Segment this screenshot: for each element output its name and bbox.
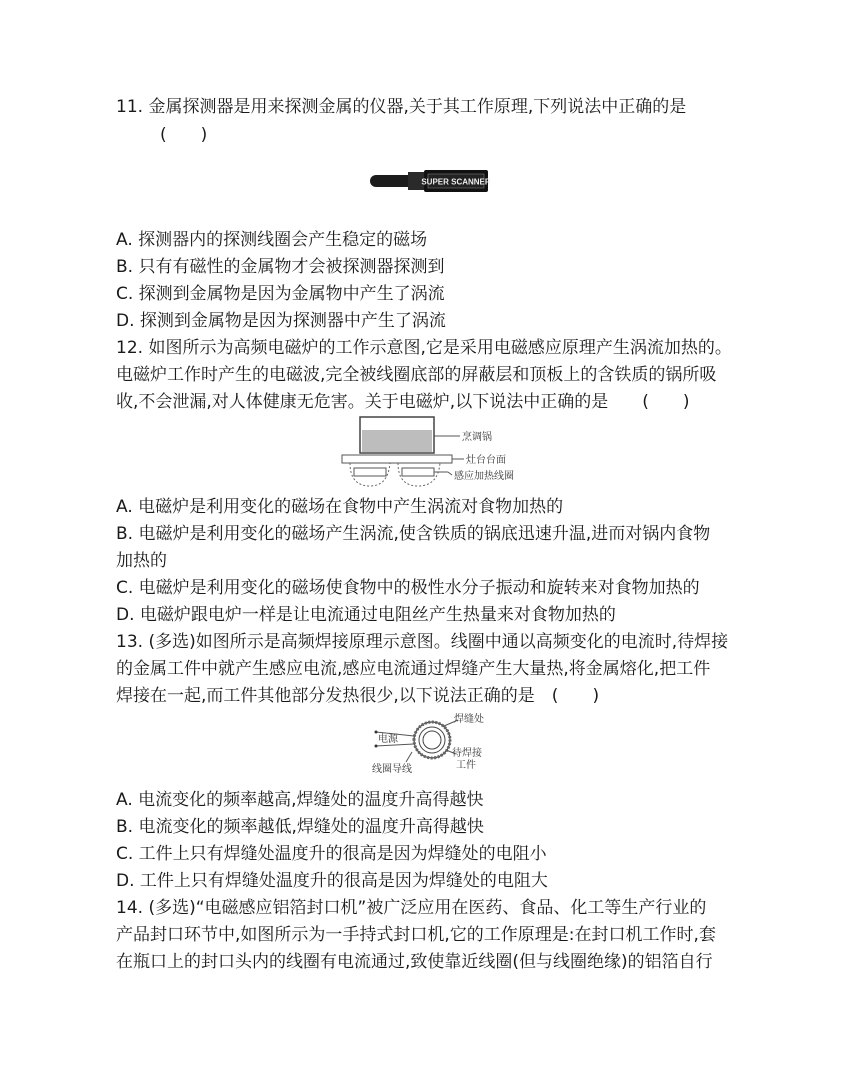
q11-option-c: C. 探测到金属物是因为金属物中产生了涡流 — [116, 284, 445, 304]
label-weld-seam: 焊缝处 — [454, 714, 484, 725]
q14-stem-line-3: 在瓶口上的封口头内的线圈有电流通过,致使靠近线圈(但与线圈绝缘)的铝箔自行 — [116, 952, 713, 972]
q11-stem: 11. 金属探测器是用来探测金属的仪器,关于其工作原理,下列说法中正确的是 — [116, 97, 687, 117]
q12-stem-line-3: 收,不会泄漏,对人体健康无危害。关于电磁炉,以下说法中正确的是 ( ) — [116, 392, 690, 412]
label-coil: 感应加热线圈 — [454, 471, 514, 482]
q13-option-b: B. 电流变化的频率越低,焊缝处的温度升高得越快 — [116, 817, 484, 837]
induction-cooker-figure — [340, 414, 540, 488]
q12-stem-line-2: 电磁炉工作时产生的电磁波,完全被线圈底部的屏蔽层和顶板上的含铁质的锅所吸 — [116, 365, 717, 385]
q11-option-b: B. 只有有磁性的金属物才会被探测器探测到 — [116, 257, 445, 277]
scanner-label: SUPER SCANNER — [421, 177, 491, 187]
welding-figure — [366, 712, 506, 778]
label-coil-wire: 线圈导线 — [372, 764, 412, 775]
q12-option-c: C. 电磁炉是利用变化的磁场使食物中的极性水分子振动和旋转来对食物加热的 — [116, 578, 700, 598]
label-pot: 烹调锅 — [462, 432, 492, 443]
q11-answer-bracket: ( ) — [160, 125, 208, 145]
q13-option-d: D. 工件上只有焊缝处温度升的很高是因为焊缝处的电阻大 — [116, 871, 548, 891]
q11-option-a: A. 探测器内的探测线圈会产生稳定的磁场 — [116, 230, 428, 250]
q11-option-d: D. 探测到金属物是因为探测器中产生了涡流 — [116, 311, 446, 331]
q13-option-c: C. 工件上只有焊缝处温度升的很高是因为焊缝处的电阻小 — [116, 844, 547, 864]
q12-stem-line-1: 12. 如图所示为高频电磁炉的工作示意图,它是采用电磁感应原理产生涡流加热的。 — [116, 338, 732, 358]
label-power-source: 电源 — [378, 734, 398, 745]
label-stovetop: 灶台台面 — [466, 455, 506, 466]
q13-stem-line-1: 13. (多选)如图所示是高频焊接原理示意图。线圈中通以高频变化的电流时,待焊接 — [116, 632, 729, 652]
q13-stem-line-3: 焊接在一起,而工件其他部分发热很少,以下说法正确的是 ( ) — [116, 686, 600, 706]
q13-option-a: A. 电流变化的频率越高,焊缝处的温度升高得越快 — [116, 790, 484, 810]
q14-stem-line-2: 产品封口环节中,如图所示为一手持式封口机,它的工作原理是:在封口机工作时,套 — [116, 925, 716, 945]
label-workpiece-1: 待焊接 — [452, 748, 482, 759]
q12-option-a: A. 电磁炉是利用变化的磁场在食物中产生涡流对食物加热的 — [116, 497, 564, 517]
q12-option-d: D. 电磁炉跟电炉一样是让电流通过电阻丝产生热量来对食物加热的 — [116, 605, 616, 625]
q12-option-b-cont: 加热的 — [116, 551, 167, 571]
q13-stem-line-2: 的金属工件中就产生感应电流,感应电流通过焊缝产生大量热,将金属熔化,把工件 — [116, 659, 711, 679]
q14-stem-line-1: 14. (多选)“电磁感应铝箔封口机”被广泛应用在医药、食品、化工等生产行业的 — [116, 898, 707, 918]
q12-option-b: B. 电磁炉是利用变化的磁场产生涡流,使含铁质的锅底迅速升温,进而对锅内食物 — [116, 524, 711, 544]
label-workpiece-2: 工件 — [456, 760, 476, 771]
metal-detector-figure — [368, 166, 492, 196]
